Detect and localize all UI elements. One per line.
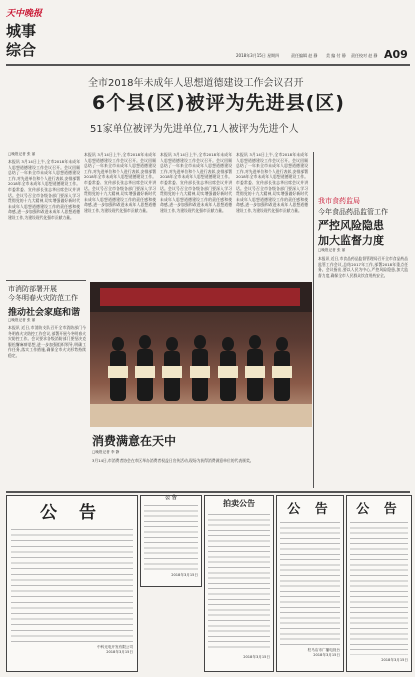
photo-title: 消费满意在天中 bbox=[92, 434, 177, 448]
ad-auction bbox=[204, 495, 274, 672]
proof-line: 责任校对 赵 静 bbox=[351, 53, 378, 58]
right-headline-2: 严控风险隐患 bbox=[318, 219, 384, 232]
masthead-rule bbox=[6, 64, 410, 66]
section-label-2: 综合 bbox=[6, 41, 37, 59]
lead-kicker: 全市2018年未成年人思想道德建设工作会议召开 bbox=[88, 78, 304, 89]
ad-auction-date: 2018年3月15日 bbox=[243, 655, 270, 659]
lead-byline: □晚报记者 张 丽 bbox=[8, 152, 36, 156]
ad-notice-3-title: 公 告 bbox=[287, 502, 333, 517]
side-subhead: 推动社会家庭和谐 bbox=[8, 308, 81, 318]
ad-notice-4-date: 2018年3月15日 bbox=[381, 658, 408, 662]
right-col-rule bbox=[313, 152, 314, 488]
ad-notice-3-signer: 驻马店市广播电视台 bbox=[307, 648, 340, 652]
lead-body-col-1: 本报讯 3月14日上午,全市2018年未成年人思想道德建设工作会议召开。会议回顾总结了一年来全市未成年人思想道德建设工作,对先进单位和个人进行表彰,安排部署2018年全市未成年人思想道德建设工作。市委常委、宣传部长张志华出席会议并讲话。会议号召全市各级各部门要深入学习贯彻党的十九大精神,切实增强做好新时代未成年人思想道德建设工作的责任感和使命感,进一步加强和改进未成年人思想道德建设工作,为建设现代化强市贡献力量。 bbox=[8, 159, 80, 220]
ad-notice-4 bbox=[346, 495, 412, 672]
ad-notice-1-signer: 中科光电开发有限公司 bbox=[97, 645, 133, 649]
right-byline: □晚报记者 张 丽 bbox=[318, 248, 346, 252]
masthead-logo: 天中晚报 bbox=[6, 9, 43, 19]
lead-body-col-3: 本报讯 3月14日上午,全市2018年未成年人思想道德建设工作会议召开。会议回顾总结了一年来全市未成年人思想道德建设工作,对先进单位和个人进行表彰,安排部署2018年全市未成年人思想道德建设工作。市委常委、宣传部长张志华出席会议并讲话。会议号召全市各级各部门要深入学习贯彻党的十九大精神,切实增强做好新时代未成年人思想道德建设工作的责任感和使命感,进一步加强和改进未成年人思想道德建设工作,为建设现代化强市贡献力量。 bbox=[160, 152, 232, 213]
photo-scene bbox=[90, 282, 312, 427]
photo-caption: 3月14日,市消费者协会在市区举办消费者权益日宣传活动,现场为获得消费满意单位的代表颁奖。 bbox=[92, 458, 254, 463]
right-kicker: 我市食药监局 bbox=[318, 197, 360, 205]
ads-rule bbox=[6, 491, 410, 493]
ad-notice-2-title: 公 告 bbox=[165, 495, 177, 501]
ad-notice-4-title: 公 告 bbox=[356, 502, 402, 517]
ad-notice-1 bbox=[6, 495, 138, 672]
side-headline-2: 今冬明春火灾防范工作 bbox=[8, 294, 78, 302]
lead-body-col-2: 本报讯 3月14日上午,全市2018年未成年人思想道德建设工作会议召开。会议回顾总结了一年来全市未成年人思想道德建设工作,对先进单位和个人进行表彰,安排部署2018年全市未成年人思想道德建设工作。市委常委、宣传部长张志华出席会议并讲话。会议号召全市各级各部门要深入学习贯彻党的十九大精神,切实增强做好新时代未成年人思想道德建设工作的责任感和使命感,进一步加强和改进未成年人思想道德建设工作,为建设现代化强市贡献力量。 bbox=[84, 152, 156, 213]
photo bbox=[90, 282, 312, 427]
lead-subhead: 51家单位被评为先进单位,71人被评为先进个人 bbox=[90, 124, 299, 135]
ad-notice-2-body bbox=[144, 503, 198, 571]
ad-notice-1-title: 公 告 bbox=[40, 503, 104, 523]
page-number: A09 bbox=[384, 48, 408, 61]
ad-auction-title: 拍卖公告 bbox=[223, 499, 255, 508]
ad-notice-1-date: 2018年3月15日 bbox=[106, 650, 133, 655]
editor-line: 责任编辑 赵 静 bbox=[291, 53, 318, 58]
ad-auction-body bbox=[208, 512, 270, 652]
ad-notice-1-body bbox=[11, 527, 133, 645]
ad-notice-3 bbox=[276, 495, 344, 672]
designer-line: 美 编 付 静 bbox=[326, 53, 346, 58]
side-top-rule bbox=[6, 280, 86, 281]
photo-byline: □晚报记者 李 静 bbox=[92, 450, 120, 454]
right-headline-1: 今年食品药品监管工作 bbox=[318, 208, 388, 216]
ad-notice-2 bbox=[140, 495, 202, 587]
lead-headline: 6个县(区)被评为先进县(区) bbox=[92, 92, 345, 114]
masthead bbox=[6, 6, 410, 66]
side-byline: □晚报记者 张 丽 bbox=[8, 318, 36, 322]
section-label-1: 城事 bbox=[6, 22, 37, 40]
date-line: 2018年3月15日 星期四 bbox=[236, 53, 280, 58]
side-headline-1: 市消防部署开展 bbox=[8, 285, 57, 293]
side-body: 本报讯 近日,市消防支队召开全市消防部门今冬明春火灾防控工作会议,部署开展今冬明春火灾防控工作。会议要求各级消防部门要坚决克服松懈麻痹思想,进一步加强组织领导,明确工作任务,落实工作措施,确保全市火灾形势持续稳定。 bbox=[8, 325, 86, 358]
ad-notice-2-date: 2018年3月15日 bbox=[171, 573, 198, 578]
ad-notice-4-body bbox=[350, 520, 408, 655]
lead-body-col-4: 本报讯 3月14日上午,全市2018年未成年人思想道德建设工作会议召开。会议回顾总结了一年来全市未成年人思想道德建设工作,对先进单位和个人进行表彰,安排部署2018年全市未成年人思想道德建设工作。市委常委、宣传部长张志华出席会议并讲话。会议号召全市各级各部门要深入学习贯彻党的十九大精神,切实增强做好新时代未成年人思想道德建设工作的责任感和使命感,进一步加强和改进未成年人思想道德建设工作,为建设现代化强市贡献力量。 bbox=[236, 152, 308, 213]
ad-notice-3-date: 2018年3月15日 bbox=[313, 653, 340, 658]
ad-notice-3-body bbox=[280, 520, 340, 645]
right-headline-3: 加大监督力度 bbox=[318, 234, 384, 247]
right-body: 本报讯 近日,市食品药品监督管理局召开全市食品药品监管工作会议,总结2017年工作,部署2018年重点任务。会议指出,要以人民为中心,严控风险隐患,加大监督力度,确保全市人民群众饮食用药安全。 bbox=[318, 256, 408, 278]
